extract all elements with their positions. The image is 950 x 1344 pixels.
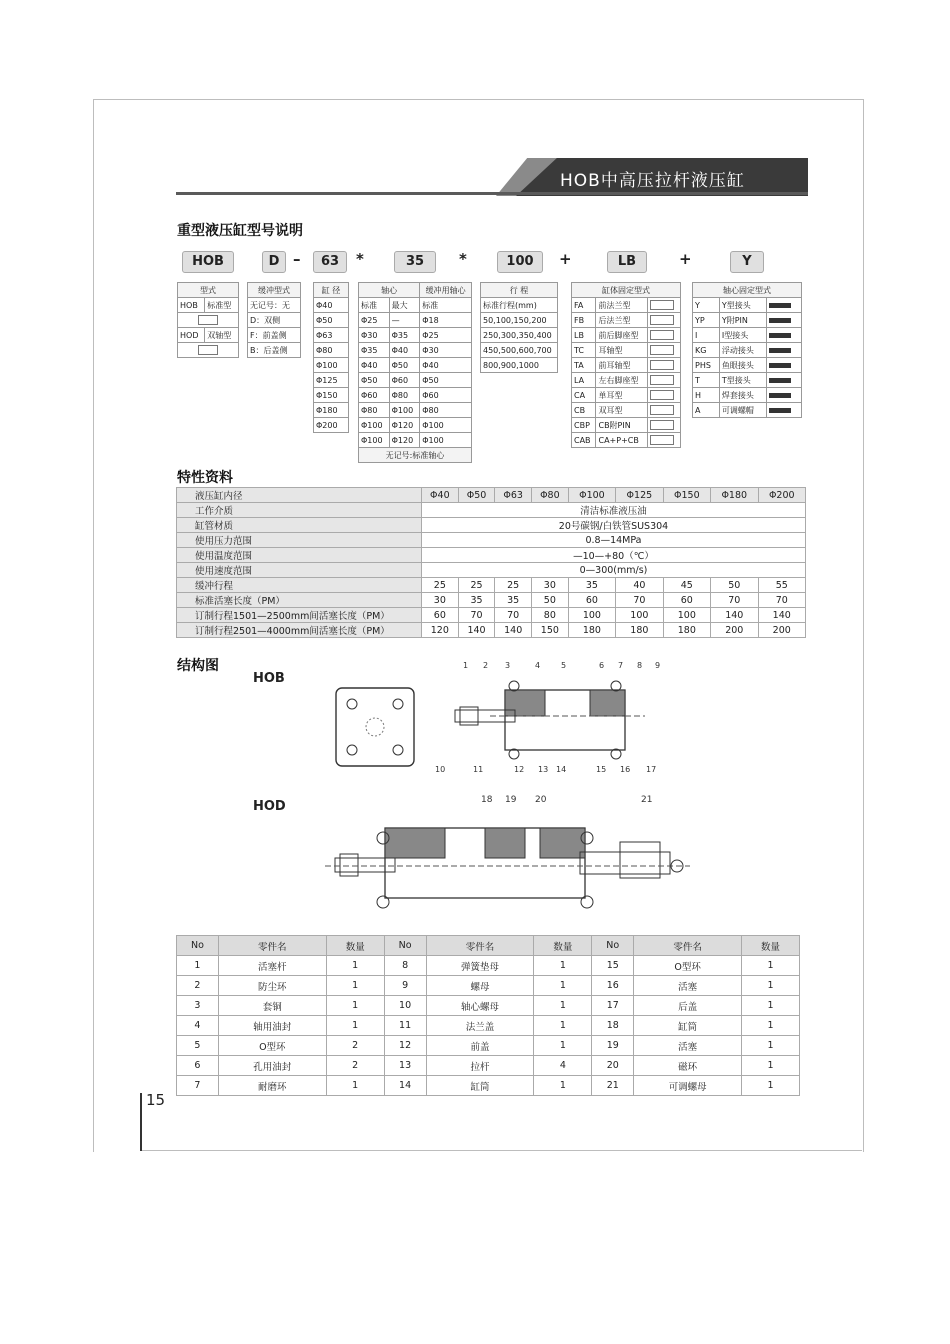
spec-cell: Φ50 — [458, 488, 495, 503]
rod-title: 轴心 — [359, 283, 420, 298]
spec-label: 使用速度范围 — [177, 563, 422, 578]
hob-callout: 4 — [535, 661, 541, 670]
mount-table — [571, 282, 681, 448]
bore-table — [313, 282, 349, 433]
spec-cell: 140 — [758, 608, 806, 623]
hob-callout: 3 — [505, 661, 511, 670]
bore-row: Φ200 — [314, 418, 349, 433]
rod-cell: Φ40 — [420, 358, 472, 373]
spec-cell: 35 — [568, 578, 615, 593]
hob-callout: 10 — [435, 765, 446, 774]
table-row: 3 套铜 1 10 轴心螺母 1 17 后盖 1 — [177, 996, 800, 1016]
spec-cell: 70 — [711, 593, 758, 608]
mount-name: 耳轴型 — [596, 343, 648, 358]
bore-row: Φ40 — [314, 298, 349, 313]
hob-callout: 15 — [596, 765, 607, 774]
mount-name: 前耳轴型 — [596, 358, 648, 373]
mount-code: CBP — [572, 418, 596, 433]
spec-cell: 140 — [495, 623, 532, 638]
mount-name: 左右脚座型 — [596, 373, 648, 388]
spec-cell: 30 — [422, 593, 459, 608]
hob-callout: 16 — [620, 765, 631, 774]
parts-header: No — [592, 936, 634, 956]
rodend-icon — [767, 298, 802, 313]
table-row: 7 耐磨环 1 14 缸筒 1 21 可调螺母 1 — [177, 1076, 800, 1096]
spec-cell: 0.8—14MPa — [422, 533, 806, 548]
table-row: 2 防尘环 1 9 螺母 1 16 活塞 1 — [177, 976, 800, 996]
hod-section-drawing — [325, 790, 695, 920]
spec-cell: 100 — [663, 608, 710, 623]
spec-cell: 60 — [422, 608, 459, 623]
mount-code: CAB — [572, 433, 596, 448]
spec-cell: Φ80 — [532, 488, 569, 503]
spec-cell: Φ63 — [495, 488, 532, 503]
rod-cell: Φ100 — [359, 433, 390, 448]
spec-label: 缸管材质 — [177, 518, 422, 533]
hob-callout: 2 — [483, 661, 489, 670]
spec-cell: Φ150 — [663, 488, 710, 503]
parts-header: No — [384, 936, 426, 956]
rodend-icon — [767, 328, 802, 343]
type-title: 型式 — [178, 283, 239, 298]
rod-cell: Φ100 — [359, 418, 390, 433]
spec-cell: Φ180 — [711, 488, 758, 503]
spec-cell: 0—300(mm/s) — [422, 563, 806, 578]
hob-callout: 14 — [556, 765, 567, 774]
rod-cell: Φ60 — [389, 373, 420, 388]
spec-cell: Φ125 — [616, 488, 663, 503]
spec-cell: Φ100 — [568, 488, 615, 503]
mount-icon — [648, 313, 681, 328]
spec-cell: 70 — [616, 593, 663, 608]
mount-icon — [648, 328, 681, 343]
hob-end-view — [334, 686, 416, 768]
mount-icon — [648, 388, 681, 403]
mount-code: FA — [572, 298, 596, 313]
cushion-table — [247, 282, 301, 358]
spec-cell: 25 — [458, 578, 495, 593]
spec-label: 订制行程2501—4000mm间活塞长度（PM） — [177, 623, 422, 638]
cushion-row: D：双侧 — [248, 313, 301, 328]
rod-cell: Φ100 — [389, 403, 420, 418]
rodend-icon — [767, 343, 802, 358]
type-code: HOB — [178, 298, 205, 313]
cushion-title: 缓冲型式 — [248, 283, 301, 298]
parts-header: 零件名 — [426, 936, 534, 956]
type-table — [177, 282, 239, 358]
rodend-name: T型接头 — [719, 373, 766, 388]
stroke-row: 标准行程(mm) — [481, 298, 558, 313]
spec-label: 工作介质 — [177, 503, 422, 518]
parts-header: 数量 — [742, 936, 800, 956]
hob-callout: 7 — [618, 661, 624, 670]
bore-row: Φ150 — [314, 388, 349, 403]
stroke-row: 250,300,350,400 — [481, 328, 558, 343]
spec-cell: 140 — [458, 623, 495, 638]
rod-cell: Φ30 — [359, 328, 390, 343]
bottom-rule — [140, 1150, 862, 1151]
rod-cell: Φ60 — [359, 388, 390, 403]
parts-header: 零件名 — [218, 936, 326, 956]
rodend-code: YP — [693, 313, 720, 328]
spec-cell: 100 — [616, 608, 663, 623]
header-rule — [176, 192, 808, 195]
spec-cell: 35 — [495, 593, 532, 608]
rodend-icon — [767, 403, 802, 418]
spec-cell: 20号碳钢/白铁管SUS304 — [422, 518, 806, 533]
spec-cell: 70 — [758, 593, 806, 608]
mount-icon — [648, 358, 681, 373]
rodend-code: H — [693, 388, 720, 403]
code-dash: – — [293, 250, 301, 268]
spec-label: 标准活塞长度（PM） — [177, 593, 422, 608]
spec-cell: 70 — [458, 608, 495, 623]
stroke-row: 50,100,150,200 — [481, 313, 558, 328]
rodend-code: A — [693, 403, 720, 418]
cushion-row: B：后盖侧 — [248, 343, 301, 358]
hod-drawing-label: HOD — [253, 799, 286, 814]
code-star-2: * — [459, 250, 467, 268]
spec-cell: Φ40 — [422, 488, 459, 503]
hob-callout: 8 — [637, 661, 643, 670]
bore-row: Φ100 — [314, 358, 349, 373]
cylinder-icon — [198, 315, 218, 325]
spec-cell: 40 — [616, 578, 663, 593]
hod-callout: 20 — [535, 795, 547, 805]
spec-cell: 25 — [422, 578, 459, 593]
hob-callout: 9 — [655, 661, 661, 670]
rod-cell: Φ35 — [389, 328, 420, 343]
rod-cell: — — [389, 313, 420, 328]
rod-cushion-title: 缓冲用轴心 — [420, 283, 472, 298]
rodend-name: 浮动接头 — [719, 343, 766, 358]
spec-cell: 60 — [568, 593, 615, 608]
rod-cell: Φ50 — [359, 373, 390, 388]
spec-cell: 清洁标准液压油 — [422, 503, 806, 518]
spec-label: 缓冲行程 — [177, 578, 422, 593]
code-plus-2: + — [679, 250, 692, 268]
rod-cell: Φ60 — [420, 388, 472, 403]
rod-note: 无记号:标准轴心 — [359, 448, 472, 463]
spec-cell: 45 — [663, 578, 710, 593]
bore-row: Φ125 — [314, 373, 349, 388]
rodend-icon — [767, 388, 802, 403]
spec-table — [176, 487, 806, 638]
type-code: HOD — [178, 328, 205, 343]
rod-cell: Φ18 — [420, 313, 472, 328]
spec-cell: 80 — [532, 608, 569, 623]
mount-code: CB — [572, 403, 596, 418]
mount-code: LB — [572, 328, 596, 343]
table-row: 5 O型环 2 12 前盖 1 19 活塞 1 — [177, 1036, 800, 1056]
rod-cell: Φ30 — [420, 343, 472, 358]
hob-callout: 5 — [561, 661, 567, 670]
stroke-table — [480, 282, 558, 373]
stroke-title: 行 程 — [481, 283, 558, 298]
stroke-row: 450,500,600,700 — [481, 343, 558, 358]
rod-cell: Φ50 — [389, 358, 420, 373]
rodend-icon — [767, 313, 802, 328]
mount-code: TA — [572, 358, 596, 373]
section-struct-title: 结构图 — [177, 658, 219, 674]
rod-cell: Φ40 — [359, 358, 390, 373]
parts-header: 零件名 — [634, 936, 742, 956]
spec-label: 使用温度范围 — [177, 548, 422, 563]
rod-cell: Φ100 — [420, 433, 472, 448]
code-cushion: D — [262, 251, 286, 273]
spec-cell: 60 — [663, 593, 710, 608]
spec-cell: 200 — [758, 623, 806, 638]
mount-code: TC — [572, 343, 596, 358]
rod-cell: Φ25 — [420, 328, 472, 343]
spec-cell: 150 — [532, 623, 569, 638]
spec-cell: 180 — [616, 623, 663, 638]
mount-icon — [648, 298, 681, 313]
spec-cell: —10—+80（℃） — [422, 548, 806, 563]
hob-section-drawing — [430, 660, 670, 775]
mount-icon — [648, 373, 681, 388]
rod-cell: Φ120 — [389, 418, 420, 433]
spec-cell: 55 — [758, 578, 806, 593]
rodend-table — [692, 282, 802, 418]
rodend-code: KG — [693, 343, 720, 358]
spec-cell: Φ200 — [758, 488, 806, 503]
rodend-name: 可调螺帽 — [719, 403, 766, 418]
rod-cell: Φ25 — [359, 313, 390, 328]
mount-name: CA+P+CB — [596, 433, 648, 448]
spec-cell: 180 — [663, 623, 710, 638]
hod-callout: 19 — [505, 795, 517, 805]
rod-cell: Φ80 — [420, 403, 472, 418]
spec-cell: 200 — [711, 623, 758, 638]
rod-cell: Φ80 — [359, 403, 390, 418]
mount-name: 双耳型 — [596, 403, 648, 418]
spec-cell: 100 — [568, 608, 615, 623]
header-title: HOB中高压拉杆液压缸 — [560, 171, 745, 191]
parts-header: No — [177, 936, 219, 956]
section-model-title: 重型液压缸型号说明 — [177, 223, 303, 239]
rodend-icon — [767, 373, 802, 388]
table-row: 4 轴用油封 1 11 法兰盖 1 18 缸筒 1 — [177, 1016, 800, 1036]
rodend-name: Y附PIN — [719, 313, 766, 328]
mount-icon — [648, 343, 681, 358]
mount-name: 前后脚座型 — [596, 328, 648, 343]
mount-icon — [648, 403, 681, 418]
section-spec-title: 特性资料 — [177, 470, 233, 486]
table-row: 6 孔用油封 2 13 拉杆 4 20 磁环 1 — [177, 1056, 800, 1076]
mount-code: FB — [572, 313, 596, 328]
hob-callout: 12 — [514, 765, 525, 774]
hob-callout: 6 — [599, 661, 605, 670]
code-mount: LB — [607, 251, 647, 273]
mount-title: 缸体固定型式 — [572, 283, 681, 298]
cylinder-icon — [198, 345, 218, 355]
bore-row: Φ80 — [314, 343, 349, 358]
rodend-code: Y — [693, 298, 720, 313]
rod-sub: 标准 — [359, 298, 390, 313]
spec-cell: 30 — [532, 578, 569, 593]
rodend-name: 焊套接头 — [719, 388, 766, 403]
rodend-name: I型接头 — [719, 328, 766, 343]
bore-row: Φ180 — [314, 403, 349, 418]
spec-label: 液压缸内径 — [177, 488, 422, 503]
rod-sub: 标准 — [420, 298, 472, 313]
hod-sketch — [178, 343, 239, 358]
rod-cell: Φ40 — [389, 343, 420, 358]
page-number: 15 — [146, 1091, 166, 1109]
code-plus-1: + — [559, 250, 572, 268]
spec-cell: 25 — [495, 578, 532, 593]
page-number-bar — [140, 1093, 142, 1151]
hob-sketch — [178, 313, 239, 328]
hob-callout: 11 — [473, 765, 484, 774]
hod-callout: 21 — [641, 795, 653, 805]
cushion-row: F：前盖侧 — [248, 328, 301, 343]
hod-callout: 18 — [481, 795, 493, 805]
rod-cell: Φ100 — [420, 418, 472, 433]
type-name: 标准型 — [205, 298, 239, 313]
rodend-code: T — [693, 373, 720, 388]
rod-table — [358, 282, 472, 463]
rodend-name: Y型接头 — [719, 298, 766, 313]
mount-icon — [648, 433, 681, 448]
spec-cell: 70 — [495, 608, 532, 623]
code-hob: HOB — [182, 251, 234, 273]
code-rodend: Y — [730, 251, 764, 273]
rodend-title: 轴心固定型式 — [693, 283, 802, 298]
mount-icon — [648, 418, 681, 433]
mount-name: 前法兰型 — [596, 298, 648, 313]
code-star-1: * — [356, 250, 364, 268]
cushion-row: 无记号：无 — [248, 298, 301, 313]
parts-header: 数量 — [326, 936, 384, 956]
spec-label: 订制行程1501—2500mm间活塞长度（PM） — [177, 608, 422, 623]
rod-cell: Φ35 — [359, 343, 390, 358]
rodend-code: I — [693, 328, 720, 343]
hob-callout: 13 — [538, 765, 549, 774]
spec-cell: 180 — [568, 623, 615, 638]
bore-title: 缸 径 — [314, 283, 349, 298]
table-row: 1 活塞杆 1 8 弹簧垫母 1 15 O型环 1 — [177, 956, 800, 976]
rodend-name: 鱼眼接头 — [719, 358, 766, 373]
hob-drawing-label: HOB — [253, 671, 285, 686]
type-name: 双轴型 — [205, 328, 239, 343]
spec-cell: 50 — [532, 593, 569, 608]
spec-cell: 140 — [711, 608, 758, 623]
mount-code: CA — [572, 388, 596, 403]
rodend-icon — [767, 358, 802, 373]
code-rod: 35 — [394, 251, 436, 273]
hob-callout: 17 — [646, 765, 657, 774]
bore-row: Φ50 — [314, 313, 349, 328]
code-stroke: 100 — [497, 251, 543, 273]
code-bore: 63 — [313, 251, 347, 273]
spec-cell: 35 — [458, 593, 495, 608]
mount-name: 后法兰型 — [596, 313, 648, 328]
parts-header: 数量 — [534, 936, 592, 956]
spec-label: 使用压力范围 — [177, 533, 422, 548]
mount-name: CB附PIN — [596, 418, 648, 433]
parts-table — [176, 935, 800, 1096]
mount-name: 单耳型 — [596, 388, 648, 403]
rodend-code: PHS — [693, 358, 720, 373]
rod-cell: Φ50 — [420, 373, 472, 388]
spec-cell: 50 — [711, 578, 758, 593]
stroke-row: 800,900,1000 — [481, 358, 558, 373]
bore-row: Φ63 — [314, 328, 349, 343]
rod-sub: 最大 — [389, 298, 420, 313]
spec-cell: 120 — [422, 623, 459, 638]
rod-cell: Φ80 — [389, 388, 420, 403]
rod-cell: Φ120 — [389, 433, 420, 448]
hob-callout: 1 — [463, 661, 469, 670]
mount-code: LA — [572, 373, 596, 388]
